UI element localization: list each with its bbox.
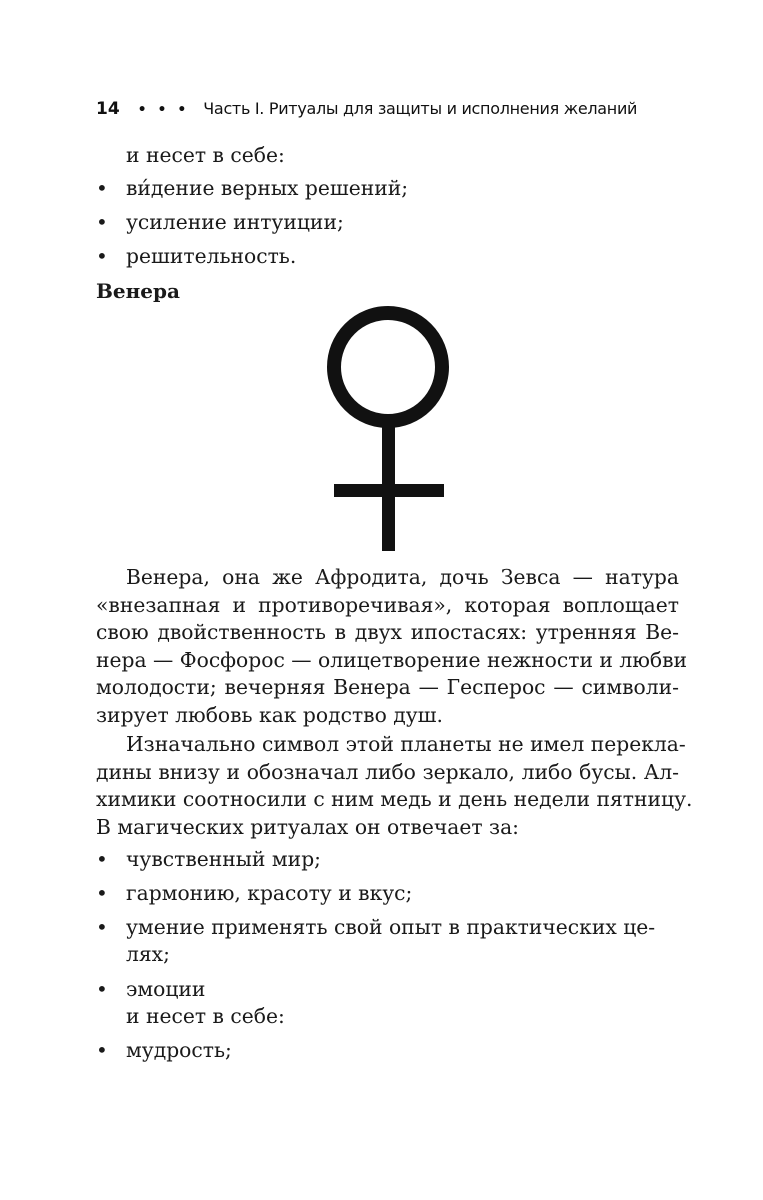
list-item-text: чувственный мир; [126,847,322,871]
paragraph-line: Венера, она же Афродита, дочь Зевса — натура [126,565,679,589]
header-dots: • • • [137,102,190,118]
list-item [96,1037,232,1065]
paragraph-line: свою двойственность в двух ипостасях: утренняя Ве- [96,620,679,644]
running-head [96,99,696,119]
list-item [96,846,321,874]
list-item [96,243,296,271]
paragraph-line: «внезапная и противоречивая», которая воплощает [96,592,679,617]
bullet-icon: • [96,881,108,905]
list-item-text: гармонию, красоту и вкус; [126,881,413,905]
bullet-icon: • [96,244,108,268]
running-head-title: Часть I. Ритуалы для защиты и исполнения желаний [203,99,638,118]
bullet-icon: • [96,915,108,939]
paragraph-line: В магических ритуалах он отвечает за: [96,814,519,839]
section-heading: Венера [96,279,180,303]
paragraph-line: нера — Фосфорос — олицетворение нежности и любви [96,647,688,672]
list-item [96,175,408,203]
bullet-icon: • [96,210,108,234]
list-item-text: умение применять свой опыт в практических це- [126,915,656,939]
list-item [96,880,412,908]
paragraph-line: молодости; вечерняя Венера — Гесперос — символи- [96,675,679,699]
bullet-icon: • [96,977,108,1001]
carries-line: и несет в себе: [126,1004,285,1028]
list-item-continuation: лях; [126,942,170,966]
page-number: 14 [96,99,120,119]
list-item [96,914,655,942]
paragraph-line: химики соотносили с ним медь и день недели пятницу. [96,787,693,811]
list-item [96,976,205,1004]
bullet-icon: • [96,847,108,871]
bullet-icon: • [96,1038,108,1062]
venus-symbol-icon [320,305,460,555]
paragraph-line: зирует любовь как родство душ. [96,702,443,727]
list-item-text: ви́дение верных решений; [126,176,409,200]
list-item-text: мудрость; [126,1038,232,1062]
paragraph [96,731,693,841]
list-item-text: решительность. [126,244,297,268]
bullet-icon: • [96,176,108,200]
list-item [96,209,344,237]
list-item-text: усиление интуиции; [126,210,344,234]
carries-line: и несет в себе: [126,143,285,167]
paragraph [96,564,688,729]
paragraph-line: Изначально символ этой планеты не имел перекла- [126,732,686,756]
list-item-text: эмоции [126,977,206,1001]
paragraph-line: дины внизу и обозначал либо зеркало, либо бусы. Ал- [96,759,679,784]
